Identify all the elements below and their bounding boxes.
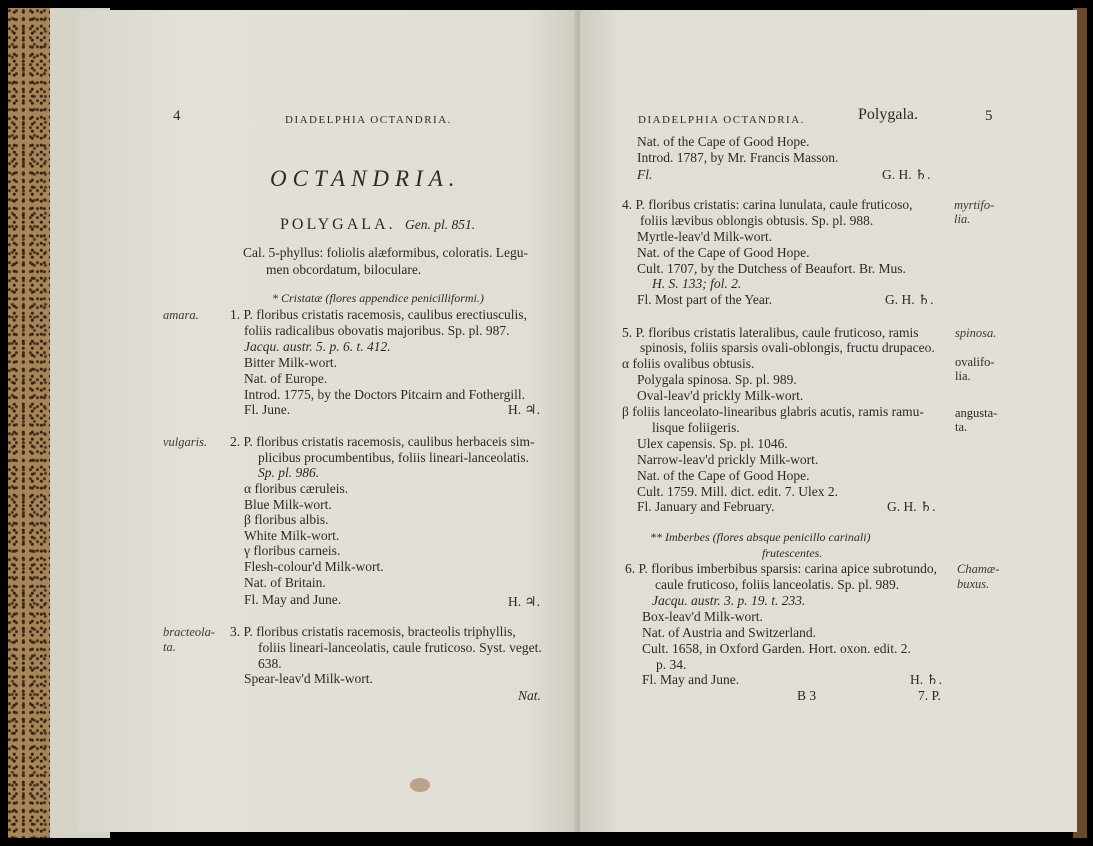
margin-name-angustata-2: ta.	[955, 420, 968, 434]
sp2-line-1: 2. P. floribus cristatis racemosis, caulibus herbaceis sim-	[230, 434, 535, 449]
sp6-line-1: 6. P. floribus imberbibus sparsis: carina apice subrotundo,	[625, 561, 937, 576]
sp3-line-4: Spear-leav'd Milk-wort.	[244, 671, 373, 686]
sp6-line-7: p. 34.	[656, 657, 687, 672]
sp5-line-4: Polygala spinosa. Sp. pl. 989.	[637, 372, 797, 387]
margin-name-chamaebuxus-1: Chamæ-	[957, 562, 1000, 576]
sp1-line-7: Fl. June.	[244, 402, 291, 417]
genus-line	[280, 217, 475, 233]
sp5-line-9: Narrow-leav'd prickly Milk-wort.	[637, 452, 819, 467]
margin-name-chamaebuxus-2: buxus.	[957, 577, 990, 591]
sp3-line-1: 3. P. floribus cristatis racemosis, bracteolis triphyllis,	[230, 624, 516, 639]
genus-ref: Gen. pl. 851.	[405, 217, 476, 232]
sp5-line-12: Fl. January and February.	[637, 499, 775, 514]
sp6-line-3: Jacqu. austr. 3. p. 19. t. 233.	[652, 593, 806, 608]
sp5-line-8: Ulex capensis. Sp. pl. 1046.	[637, 436, 788, 451]
calyx-line-1: Cal. 5-phyllus: foliolis alæformibus, coloratis. Legu-	[243, 245, 528, 260]
sp1-line-4: Bitter Milk-wort.	[244, 355, 337, 370]
sp5-line-5: Oval-leav'd prickly Milk-wort.	[637, 388, 804, 403]
sp2-line-4: α floribus cæruleis.	[244, 481, 349, 496]
sp6-line-8: Fl. May and June.	[642, 672, 740, 687]
right-page-number: 5	[985, 108, 993, 124]
sp1-line-5: Nat. of Europe.	[244, 371, 328, 386]
margin-name-spinosa: spinosa.	[955, 326, 997, 340]
section-title: OCTANDRIA.	[270, 166, 461, 191]
sp2-line-7: White Milk-wort.	[244, 528, 340, 543]
sp5-line-11: Cult. 1759. Mill. dict. edit. 7. Ulex 2.	[637, 484, 838, 499]
sp4-line-1: 4. P. floribus cristatis: carina lunulata, caule fruticoso,	[622, 197, 913, 212]
sp2-line-5: Blue Milk-wort.	[244, 497, 332, 512]
sp6-line-5: Nat. of Austria and Switzerland.	[642, 625, 816, 640]
margin-name-ovalifolia-2: lia.	[955, 369, 971, 383]
margin-name-myrtifolia-2: lia.	[954, 212, 971, 226]
sp1-line-6: Introd. 1775, by the Doctors Pitcairn and Fothergill.	[244, 387, 525, 402]
left-running-head: DIADELPHIA OCTANDRIA.	[285, 114, 452, 126]
sp1-symbol: H. ♃.	[508, 402, 540, 417]
sp1-line-1: 1. P. floribus cristatis racemosis, caulibus erectiusculis,	[230, 307, 527, 322]
sp4-line-3: Myrtle-leav'd Milk-wort.	[637, 229, 773, 244]
sp3-line-2: foliis lineari-lanceolatis, caule fruticoso. Syst. veget.	[258, 640, 542, 655]
section-heading-cristatae: * Cristatæ (flores appendice penicilliformi.)	[272, 291, 484, 305]
sp1-line-3: Jacqu. austr. 5. p. 6. t. 412.	[244, 339, 391, 354]
sp4-line-2: foliis lævibus oblongis obtusis. Sp. pl. 988.	[640, 213, 874, 228]
sp2-line-2: plicibus procumbentibus, foliis lineari-lanceolatis.	[258, 450, 530, 465]
margin-name-amara: amara.	[163, 308, 199, 322]
sp5-symbol: G. H. ♄.	[887, 499, 936, 514]
cont-symbol: G. H. ♄.	[882, 167, 931, 182]
margin-name-myrtifolia-1: myrtifo-	[954, 198, 995, 212]
sp4-line-4: Nat. of the Cape of Good Hope.	[637, 245, 810, 260]
sp4-line-7: Fl. Most part of the Year.	[637, 292, 772, 307]
cont-line-1: Nat. of the Cape of Good Hope.	[637, 134, 810, 149]
margin-name-ovalifolia-1: ovalifo-	[955, 355, 995, 369]
sp2-line-6: β floribus albis.	[244, 512, 329, 527]
sp1-line-2: foliis radicalibus obovatis majoribus. Sp. pl. 987.	[244, 323, 510, 338]
sp5-line-1: 5. P. floribus cristatis lateralibus, caule fruticoso, ramis	[622, 325, 919, 340]
signature-mark: B 3	[797, 688, 817, 703]
sp6-line-4: Box-leav'd Milk-wort.	[642, 609, 763, 624]
sp2-line-3: Sp. pl. 986.	[258, 465, 320, 480]
left-page-number: 4	[173, 108, 181, 124]
right-running-head: DIADELPHIA OCTANDRIA.	[638, 114, 805, 126]
left-catchword: Nat.	[518, 688, 541, 703]
margin-name-bracteolata-1: bracteola-	[163, 625, 216, 639]
sp5-line-2: spinosis, foliis sparsis ovali-oblongis, fructu drupaceo.	[640, 340, 935, 355]
sp2-symbol: H. ♃.	[508, 594, 540, 609]
sp4-symbol: G. H. ♄.	[885, 292, 934, 307]
sp5-line-6: β foliis lanceolato-linearibus glabris acutis, ramis ramu-	[622, 404, 924, 419]
sp6-line-6: Cult. 1658, in Oxford Garden. Hort. oxon. edit. 2.	[642, 641, 911, 656]
section-heading-imberbes: ** Imberbes (flores absque penicillo carinali)	[650, 530, 871, 544]
margin-name-angustata-1: angusta-	[955, 406, 998, 420]
sp5-line-10: Nat. of the Cape of Good Hope.	[637, 468, 810, 483]
margin-name-bracteolata-2: ta.	[163, 640, 176, 654]
cont-line-2: Introd. 1787, by Mr. Francis Masson.	[637, 150, 839, 165]
genus-name: POLYGALA.	[280, 216, 396, 233]
sp2-line-11: Fl. May and June.	[244, 592, 342, 607]
sp5-line-3: α foliis ovalibus obtusis.	[622, 356, 755, 371]
margin-name-vulgaris: vulgaris.	[163, 435, 208, 449]
sp5-line-7: lisque foliigeris.	[652, 420, 740, 435]
sp6-line-2: caule fruticoso, foliis lanceolatis. Sp. pl. 989.	[655, 577, 900, 592]
right-catchword: 7. P.	[918, 688, 941, 703]
left-page	[78, 10, 578, 832]
calyx-line-2: men obcordatum, biloculare.	[266, 262, 422, 277]
sp2-line-10: Nat. of Britain.	[244, 575, 326, 590]
sp2-line-8: γ floribus carneis.	[244, 543, 341, 558]
paper-stain	[410, 778, 430, 792]
sp4-line-6: H. S. 133; fol. 2.	[652, 276, 742, 291]
right-genus-head: Polygala.	[858, 106, 918, 123]
section-heading-frutescentes: frutescentes.	[762, 546, 823, 560]
sp2-line-9: Flesh-colour'd Milk-wort.	[244, 559, 384, 574]
sp3-line-3: 638.	[258, 656, 282, 671]
sp4-line-5: Cult. 1707, by the Dutchess of Beaufort. Br. Mus.	[637, 261, 906, 276]
sp6-symbol: H. ♄.	[910, 672, 942, 687]
cont-line-3: Fl.	[637, 167, 653, 182]
